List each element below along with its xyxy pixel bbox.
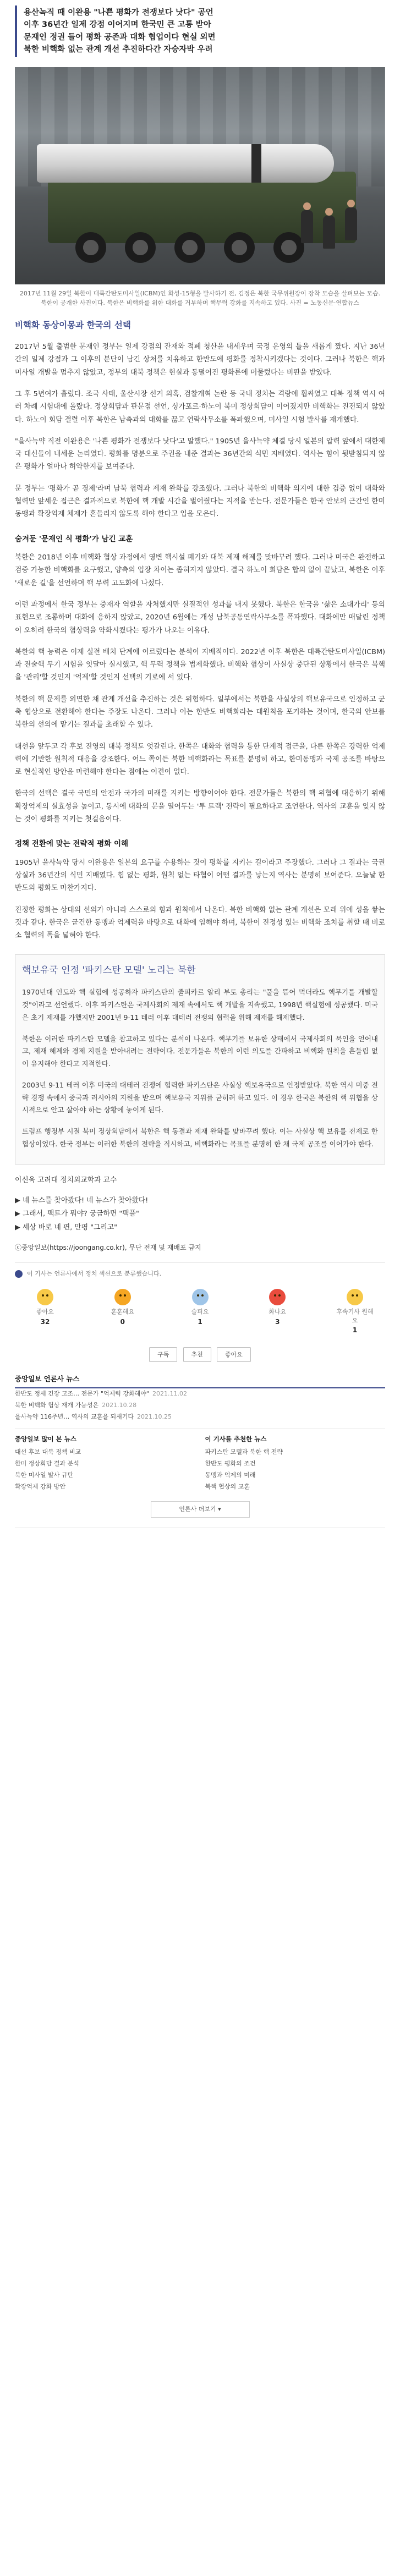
reaction-count: 3 — [275, 1317, 280, 1326]
article-photo[interactable] — [15, 67, 385, 284]
press-news-date: 2021.11.02 — [152, 1390, 187, 1398]
press-news-title: 중앙일보 언론사 뉴스 — [15, 1370, 385, 1388]
reaction-count: 0 — [120, 1317, 125, 1326]
press-news-title-text: 한반도 정세 긴장 고조… 전문가 "억제력 강화해야" — [15, 1390, 149, 1398]
related-links — [15, 1194, 385, 1234]
news-column-title: 이 기사를 추천한 뉴스 — [205, 1435, 267, 1443]
article-paragraph: 2017년 5월 출범한 문재인 정부는 일제 강점의 잔재와 적폐 청산을 내세우며 국정 운영의 틀을 새롭게 짰다. 지난 36년간의 일제 강점과 그 이후의 분단이 남긴 상처를 치유하고 한반도에 평화를 정착시키겠다는 것이다. 그러나 북한은 핵과 미사일 개발을 멈추지 않았고, 정부의 대북 정책은 현실과 동떨어진 평화론에 머물렀다는 비판을 받았다. — [15, 343, 385, 377]
photo-wheel — [174, 232, 205, 263]
article-paragraph: 북한의 핵 능력은 이제 실전 배치 단계에 이르렀다는 분석이 지배적이다. 2022년 이후 북한은 대륙간탄도미사일(ICBM)과 전술핵 무기 시험을 잇달아 실시했고, 핵 무력 정책을 법제화했다. 비핵화 협상이 사실상 중단된 상황에서 한국은 북핵을 '관리'할 것인지 '억제'할 것인지 선택의 기로에 서 있다. — [15, 647, 385, 682]
photo-wheel — [224, 232, 255, 263]
section-note: 이 기사는 언론사에서 정치 섹션으로 분류했습니다. — [27, 1270, 162, 1277]
reaction-label: 좋아요 — [36, 1308, 54, 1316]
sidebar-box-paragraph: 트럼프 행정부 시절 북미 정상회담에서 북한은 핵 동결과 제재 완화를 맞바꾸려 했다. 이는 사실상 핵 보유를 전제로 한 협상이었다. 한국 정부는 이러한 북한의 전략을 직시하고, 비핵화라는 목표를 분명히 한 채 국제 공조를 이어가야 한다. — [22, 1127, 378, 1148]
related-link[interactable]: ▶ 그래서, 팩트가 뭐야? 궁금하면 "팩플" — [15, 1210, 139, 1218]
photo-wheel — [75, 232, 106, 263]
copyright-notice: ⓒ중앙일보(https://joongang.co.kr), 무단 전재 및 재배포 금지 — [15, 1243, 201, 1251]
reaction-label: 후속기사 원해요 — [336, 1308, 374, 1324]
photo-missile — [37, 144, 334, 183]
reaction-angry[interactable] — [258, 1289, 297, 1336]
reaction-like[interactable] — [26, 1289, 64, 1336]
article-paragraph: 문 정부는 '평화가 곧 경제'라며 남북 협력과 제재 완화를 강조했다. 그러나 북한의 비핵화 의지에 대한 검증 없이 대화와 협력만 앞세운 접근은 결과적으로 북한에 핵 개발 시간을 벌어줬다는 지적을 받는다. 전문가들은 한국 안보의 근간인 한미동맹과 확장억제 체제가 흔들리지 않도록 해야 한다고 입을 모은다. — [15, 484, 385, 519]
press-news-title-text: 북한 비핵화 협상 재개 가능성은 — [15, 1401, 99, 1409]
news-column — [205, 1433, 386, 1493]
reaction-label: 슬퍼요 — [191, 1308, 209, 1316]
like-emoji-icon — [37, 1289, 53, 1305]
followup-emoji-icon — [347, 1289, 363, 1305]
press-news-title-text: 을사늑약 116주년… 역사의 교훈을 되새기다 — [15, 1413, 134, 1420]
angry-emoji-icon — [269, 1289, 286, 1305]
news-column — [15, 1433, 195, 1493]
news-column-item[interactable]: 동맹과 억제의 미래 — [205, 1471, 256, 1479]
photo-caption: 2017년 11월 29일 북한이 대륙간탄도미사일(ICBM)인 화성-15형을 발사하기 전, 김정은 북한 국무위원장이 장착 모습을 살펴보는 모습. 북한이 공개한 사진이다. 북한은 비핵화를 위한 대화를 거부하며 핵무력 강화를 지속하고 있다. 사진 = 노동신문·연합뉴스 — [19, 289, 381, 307]
info-icon — [15, 1270, 23, 1278]
news-column-item[interactable]: 북한 미사일 발사 규탄 — [15, 1471, 74, 1479]
news-column-item[interactable]: 확장억제 강화 방안 — [15, 1482, 66, 1490]
reaction-label: 화나요 — [269, 1308, 287, 1316]
article-paragraph: 한국의 선택은 결국 국민의 안전과 국가의 미래를 지키는 방향이어야 한다. 전문가들은 북한의 핵 위협에 대응하기 위해 확장억제의 실효성을 높이고, 동시에 대화의 문을 열어두는 '투 트랙' 전략이 필요하다고 조언한다. 역사의 교훈을 잊지 않는 것이 평화를 지키는 첫걸음이다. — [15, 789, 385, 823]
press-news-date: 2021.10.28 — [102, 1401, 137, 1409]
like-button[interactable]: 좋아요 — [217, 1347, 251, 1362]
press-news-item[interactable] — [15, 1388, 385, 1400]
paragraph-heading: 숨겨둔 '문재인 식 평화'가 남긴 교훈 — [15, 534, 133, 543]
article-paragraph: 이런 과정에서 한국 정부는 중재자 역할을 자처했지만 실질적인 성과를 내지 못했다. 북한은 한국을 '삶은 소대가리' 등의 표현으로 조롱하며 대화에 응하지 않았고, 2020년 6월에는 개성 남북공동연락사무소를 폭파했다. 대화에만 매달린 정책이 오히려 한국의 협상력을 약화시켰다는 평가가 나오는 이유다. — [15, 601, 385, 635]
news-column-item[interactable]: 한반도 평화의 조건 — [205, 1459, 256, 1467]
reaction-count: 1 — [198, 1317, 202, 1326]
subheadline: 북한 비핵화 없는 관계 개선 추진하다간 자승자박 우려 — [24, 45, 213, 54]
reaction-label: 훈훈해요 — [111, 1308, 134, 1316]
news-column-list — [15, 1447, 195, 1493]
news-column-title: 중앙일보 많이 본 뉴스 — [15, 1435, 76, 1443]
warm-emoji-icon — [114, 1289, 131, 1305]
photo-person — [301, 210, 313, 243]
section-title: 비핵화 동상이몽과 한국의 선택 — [15, 320, 131, 331]
section-note-row — [15, 1262, 385, 1279]
press-news-date: 2021.10.25 — [137, 1413, 172, 1420]
photo-person — [345, 207, 357, 240]
press-news-item[interactable] — [15, 1411, 385, 1423]
reaction-want-followup[interactable] — [336, 1289, 374, 1336]
reaction-warm[interactable] — [103, 1289, 142, 1336]
reaction-count: 1 — [352, 1326, 358, 1334]
press-news-list — [15, 1388, 385, 1423]
article-paragraph: "을사늑약 직전 이완용은 '나쁜 평화가 전쟁보다 낫다'고 말했다." 1905년 을사늑약 체결 당시 일본의 압력 앞에서 대한제국 대신들이 내세운 논리였다. 평화를 명분으로 주권을 내준 결과는 36년간의 식민 지배였다. 역사는 힘이 뒷받침되지 않은 평화가 얼마나 허약한지를 보여준다. — [15, 437, 385, 471]
sidebar-box-paragraph: 2003년 9·11 테러 이후 미국의 대테러 전쟁에 협력한 파키스탄은 사실상 핵보유국으로 인정받았다. 북한 역시 미중 전략 경쟁 속에서 중국과 러시아의 지원을 받으며 핵보유국 지위를 굳히려 하고 있다. 이 경우 한국은 북한의 핵 위협을 상시적으로 안고 살아야 하는 상황에 놓이게 된다. — [22, 1080, 378, 1114]
subscribe-button[interactable]: 구독 — [149, 1347, 177, 1362]
sidebar-box-paragraph: 북한은 이러한 파키스탄 모델을 참고하고 있다는 분석이 나온다. 핵무기를 보유한 상태에서 국제사회의 묵인을 얻어내고, 제재 해제와 경제 지원을 받아내려는 전략이다. 전문가들은 북한의 이런 의도를 간파하고 비핵화 원칙을 흔들림 없이 유지해야 한다고 지적한다. — [22, 1034, 378, 1068]
reaction-count: 32 — [40, 1317, 50, 1326]
photo-missile-band — [251, 144, 261, 183]
news-column-item[interactable]: 대선 후보 대북 정책 비교 — [15, 1448, 81, 1455]
subheadlines — [15, 6, 385, 57]
photo-wheel — [125, 232, 156, 263]
subheadline: 이후 36년간 일제 강점 이어지며 한국민 큰 고통 받아 — [24, 20, 211, 30]
news-columns — [15, 1429, 385, 1493]
related-link[interactable]: ▶ 네 뉴스를 찾아봤다! 네 뉴스가 찾아왔다! — [15, 1196, 149, 1205]
article-photo-figure — [15, 67, 385, 308]
author-line: 이신욱 고려대 정치외교학과 교수 — [15, 1176, 117, 1184]
article-paragraph: 북한의 핵 문제를 외면한 채 관계 개선을 추진하는 것은 위험하다. 일부에서는 북한을 사실상의 핵보유국으로 인정하고 군축 협상으로 전환해야 한다는 주장도 나온다. 그러나 이는 한반도 비핵화라는 대원칙을 포기하는 것이며, 한국의 안보를 북한의 선의에 맡기는 결과를 초래할 수 있다. — [15, 695, 385, 729]
news-column-item[interactable]: 한미 정상회담 결과 분석 — [15, 1459, 79, 1467]
news-column-list — [205, 1447, 386, 1493]
subheadline: 용산녹직 때 이완용 "나쁜 평화가 전쟁보다 낫다" 공언 — [24, 8, 213, 17]
news-column-item[interactable]: 파키스탄 모델과 북한 핵 전략 — [205, 1448, 283, 1455]
press-news-item[interactable] — [15, 1400, 385, 1411]
sad-emoji-icon — [192, 1289, 209, 1305]
photo-wheel — [273, 232, 304, 263]
more-press-button[interactable]: 언론사 더보기 ▾ — [151, 1501, 250, 1517]
reaction-bar — [15, 1279, 385, 1341]
reaction-sad[interactable] — [181, 1289, 220, 1336]
news-column-item[interactable]: 북핵 협상의 교훈 — [205, 1482, 250, 1490]
related-link[interactable]: ▶ 세상 바로 네 편, 만평 "그리고" — [15, 1223, 118, 1232]
article-paragraph: 1905년 을사늑약 당시 이완용은 일본의 요구를 수용하는 것이 평화를 지키는 길이라고 주장했다. 그러나 그 결과는 국권 상실과 36년간의 식민 지배였다. 힘 없는 평화, 원칙 없는 타협이 어떤 결과를 낳는지 역사는 분명히 보여준다. 오늘날 한반도의 평화도 마찬가지다. — [15, 858, 385, 893]
photo-person — [323, 216, 335, 249]
article-paragraph: 대선을 앞두고 각 후보 진영의 대북 정책도 엇갈린다. 한쪽은 대화와 협력을 통한 단계적 접근을, 다른 한쪽은 강력한 억제력에 기반한 원칙적 대응을 강조한다. 어느 쪽이든 북한 비핵화라는 목표를 분명히 하고, 한미동맹과 국제 공조를 바탕으로 현실적인 방안을 마련해야 한다는 점에는 이견이 없다. — [15, 742, 385, 777]
sidebar-box — [15, 954, 385, 1165]
sidebar-box-paragraph: 1970년대 인도와 핵 실험에 성공하자 파키스탄의 줄피카르 알리 부토 총리는 "풀을 뜯어 먹더라도 핵무기를 개발할 것"이라고 선언했다. 이후 파키스탄은 국제사회의 제재 속에서도 핵 개발을 지속했고, 1998년 핵실험에 성공했다. 미국은 초기 제재를 가했지만 2001년 9·11 테러 이후 대테러 전쟁의 협력을 위해 제재를 해제했다. — [22, 988, 378, 1021]
paragraph-heading: 정책 전환에 맞는 전략적 평화 이해 — [15, 839, 129, 849]
sidebar-box-title: 핵보유국 인정 '파키스탄 모델' 노리는 북한 — [22, 964, 196, 976]
action-buttons — [15, 1347, 385, 1362]
article-paragraph: 진정한 평화는 상대의 선의가 아니라 스스로의 힘과 원칙에서 나온다. 북한 비핵화 없는 관계 개선은 모래 위에 성을 쌓는 것과 같다. 한국은 굳건한 동맹과 억제력을 바탕으로 대화에 임해야 하며, 북한이 진정성 있는 비핵화 조치를 취할 때 비로소 협력의 폭을 넓혀야 한다. — [15, 905, 385, 940]
article-paragraph: 북한은 2018년 이후 비핵화 협상 과정에서 영변 핵시설 폐기와 대북 제재 해제를 맞바꾸려 했다. 그러나 미국은 완전하고 검증 가능한 비핵화를 요구했고, 양측의 입장 차이는 좁혀지지 않았다. 결국 하노이 회담은 합의 없이 끝났고, 북한은 이후 '새로운 길'을 선언하며 핵 무력 고도화에 나섰다. — [15, 553, 385, 587]
subheadline: 문재인 정권 들어 평화 공존과 대화 협업이다 현실 외면 — [24, 32, 216, 42]
recommend-button[interactable]: 추천 — [183, 1347, 211, 1362]
article-paragraph: 그 후 5년여가 흘렀다. 조국 사태, 울산시장 선거 의혹, 검찰개혁 논란 등 국내 정치는 격랑에 휩싸였고 대북 정책 역시 여러 차례 시험대에 올랐다. 정상회담과 판문점 선언, 싱가포르·하노이 북미 정상회담이 이어졌지만 비핵화는 진전되지 않았다. 하노이 회담 결렬 이후 북한은 남측과의 대화를 끊고 연락사무소를 폭파했으며, 미사일 시험 발사를 재개했다. — [15, 390, 385, 424]
